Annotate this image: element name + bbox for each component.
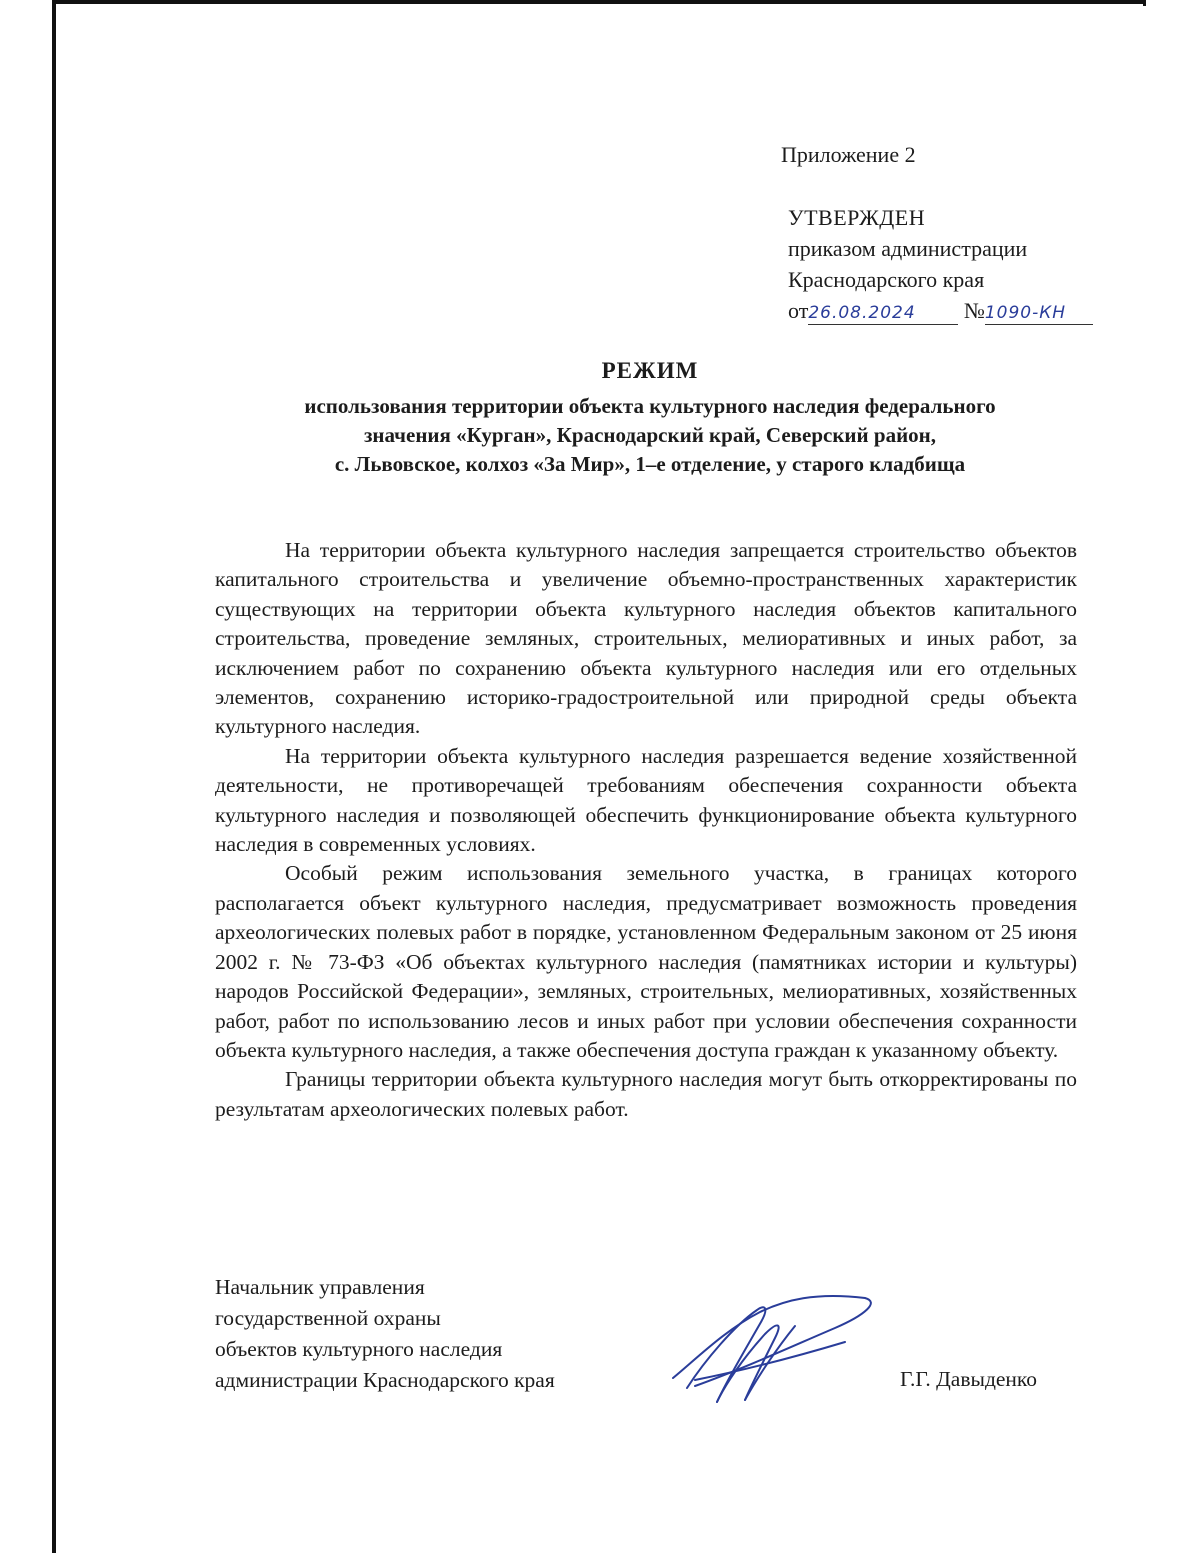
paragraph-boundaries: Границы территории объекта культурного наследия могут быть откорректированы по результатам археологических полевых работ. [215, 1067, 1077, 1121]
order-reference-line [788, 295, 1093, 326]
subtitle-line: с. Львовское, колхоз «За Мир», 1–е отделение, у старого кладбища [334, 452, 966, 476]
scan-border-corner [1143, 0, 1146, 6]
number-field [985, 300, 1093, 325]
subtitle-line: значения «Курган», Краснодарский край, Северский район, [363, 423, 937, 447]
number-prefix: № [963, 298, 985, 323]
approval-line-2: Краснодарского края [788, 267, 985, 292]
date-field [808, 300, 958, 325]
handwritten-date: 26.08.2024 [808, 303, 916, 323]
position-line: государственной охраны [215, 1306, 441, 1330]
position-line: администрации Краснодарского края [215, 1368, 555, 1392]
appendix-label: Приложение 2 [781, 142, 916, 167]
document-body [215, 536, 1077, 1124]
subtitle-line: использования территории объекта культурного наследия федерального [304, 394, 996, 418]
paragraph-special-regime: Особый режим использования земельного участка, в границах которого располагается объект культурного наследия, предусматривает возможность проведения археологических полевых работ в порядке, установленном Федеральным законом от 25 июня 2002 г. № 73-ФЗ «Об объектах культурного наследия (памятниках истории и культуры) народов Российской Федерации», земляных, строительных, мелиоративных, хозяйственных работ, работ по использованию лесов и иных работ при условии обеспечения сохранности объекта культурного наследия, а также обеспечения доступа граждан к указанному объекту. [215, 861, 1077, 1062]
position-line: объектов культурного наследия [215, 1337, 503, 1361]
position-line: Начальник управления [215, 1275, 425, 1299]
paragraph-permitted-activity: На территории объекта культурного наследия разрешается ведение хозяйственной деятельности, не противоречащей требованиям обеспечения сохранности объекта культурного наследия и позволяющей обеспечить функционирование объекта культурного наследия в современных условиях. [215, 743, 1077, 857]
date-prefix: от [788, 298, 809, 323]
document-title: РЕЖИМ [601, 358, 699, 383]
signer-name: Г.Г. Давыденко [900, 1367, 1038, 1391]
scan-border-left [52, 0, 56, 1553]
paragraph-prohibitions: На территории объекта культурного наследия запрещается строительство объектов капитального строительства и увеличение объемно-пространственных характеристик существующих на территории объекта культурного наследия объектов капитального строительства, проведение земляных, строительных, мелиоративных и иных работ, за исключением работ по сохранению объекта культурного наследия или его отдельных элементов, сохранению историко-градостроительной или природной среды объекта культурного наследия. [215, 538, 1077, 739]
approval-line-1: приказом администрации [788, 236, 1028, 261]
handwritten-signature-icon [665, 1290, 880, 1410]
handwritten-number: 1090-КН [984, 303, 1067, 323]
document-subtitle [215, 392, 1085, 479]
signatory-position [215, 1272, 555, 1396]
scan-border-top [56, 0, 1146, 4]
approval-stamp-block [788, 202, 1093, 326]
approved-heading: УТВЕРЖДЕН [788, 205, 926, 230]
